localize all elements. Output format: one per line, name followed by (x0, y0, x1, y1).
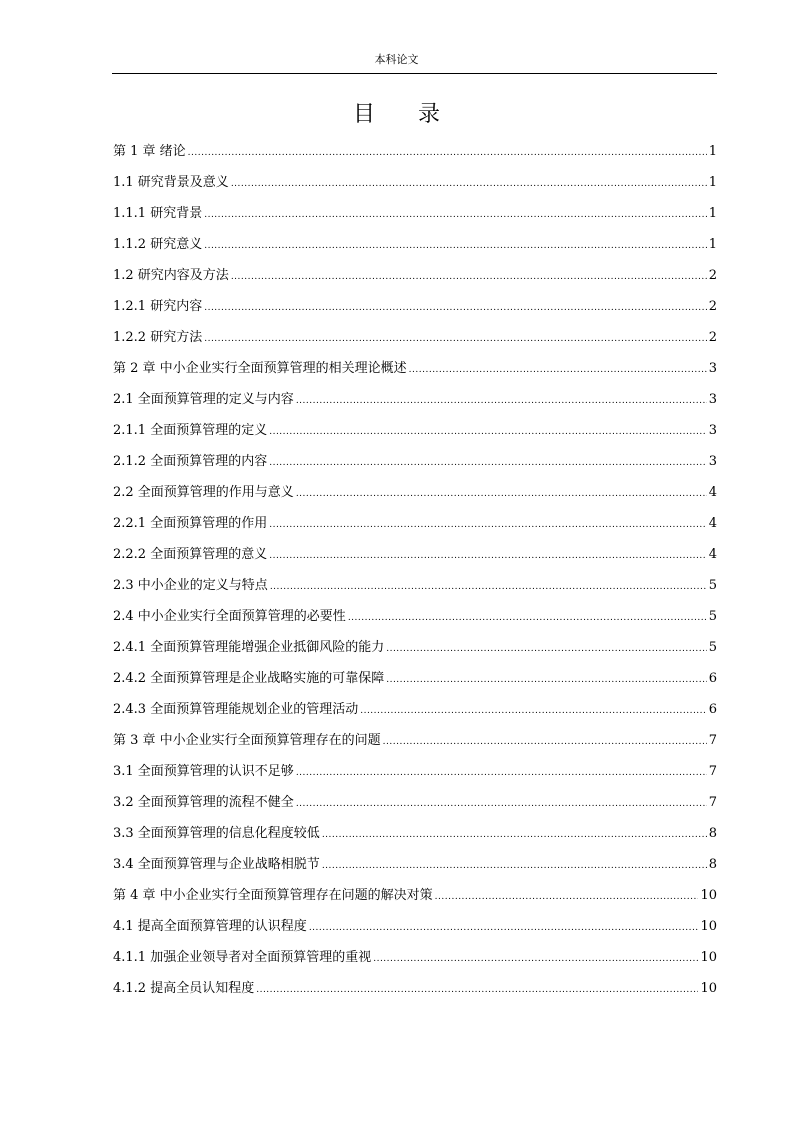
toc-entry[interactable] (113, 701, 717, 732)
toc-entry-page-number: 7 (708, 795, 717, 810)
toc-dot-leader (256, 981, 698, 999)
toc-entry-title: 第 3 章 中小企业实行全面预算管理存在的问题 (113, 733, 381, 748)
toc-dot-leader (348, 609, 707, 627)
toc-entry[interactable] (113, 205, 717, 236)
toc-entry[interactable] (113, 329, 717, 360)
toc-entry-title: 3.4 全面预算管理与企业战略相脱节 (113, 857, 320, 872)
toc-entry[interactable] (113, 856, 717, 887)
toc-entry[interactable] (113, 422, 717, 453)
toc-dot-leader (373, 950, 698, 968)
toc-entry-title: 2.4.1 全面预算管理能增强企业抵御风险的能力 (113, 640, 385, 655)
toc-entry-title: 2.4.3 全面预算管理能规划企业的管理活动 (113, 702, 359, 717)
toc-entry-page-number: 7 (708, 764, 717, 779)
toc-entry-title: 2.1 全面预算管理的定义与内容 (113, 392, 294, 407)
toc-dot-leader (269, 547, 707, 565)
toc-dot-leader (204, 299, 707, 317)
toc-entry-page-number: 5 (708, 578, 717, 593)
toc-entry[interactable] (113, 298, 717, 329)
toc-entry-page-number: 10 (700, 919, 717, 934)
toc-dot-leader (309, 919, 699, 937)
toc-entry-page-number: 7 (708, 733, 717, 748)
toc-entry-title: 2.2.1 全面预算管理的作用 (113, 516, 268, 531)
toc-dot-leader (231, 268, 707, 286)
toc-entry-page-number: 1 (708, 144, 717, 159)
toc-entry[interactable] (113, 949, 717, 980)
toc-entry[interactable] (113, 608, 717, 639)
toc-entry-page-number: 8 (708, 826, 717, 841)
toc-entry-page-number: 5 (708, 609, 717, 624)
toc-dot-leader (435, 888, 699, 906)
header-rule (112, 73, 717, 74)
toc-entry-title: 第 4 章 中小企业实行全面预算管理存在问题的解决对策 (113, 888, 433, 903)
toc-dot-leader (409, 361, 707, 379)
toc-dot-leader (296, 485, 707, 503)
toc-entry-title: 第 2 章 中小企业实行全面预算管理的相关理论概述 (113, 361, 407, 376)
toc-dot-leader (296, 392, 707, 410)
toc-entry[interactable] (113, 143, 717, 174)
toc-entry-title: 4.1 提高全面预算管理的认识程度 (113, 919, 307, 934)
toc-entry-title: 4.1.2 提高全员认知程度 (113, 981, 255, 996)
toc-entry[interactable] (113, 453, 717, 484)
toc-entry-page-number: 2 (708, 330, 717, 345)
toc-entry-page-number: 8 (708, 857, 717, 872)
toc-entry-title: 4.1.1 加强企业领导者对全面预算管理的重视 (113, 950, 372, 965)
toc-entry-title: 1.1.2 研究意义 (113, 237, 203, 252)
toc-entry-page-number: 3 (708, 423, 717, 438)
toc-dot-leader (296, 764, 707, 782)
toc-entry-page-number: 4 (708, 516, 717, 531)
toc-entry-title: 3.1 全面预算管理的认识不足够 (113, 764, 294, 779)
toc-dot-leader (188, 144, 707, 162)
toc-dot-leader (383, 733, 707, 751)
toc-entry[interactable] (113, 174, 717, 205)
toc-dot-leader (322, 826, 707, 844)
toc-entry[interactable] (113, 763, 717, 794)
toc-entry-page-number: 6 (708, 671, 717, 686)
toc-dot-leader (360, 702, 707, 720)
toc-list (113, 143, 717, 1011)
toc-entry-page-number: 1 (708, 237, 717, 252)
toc-entry-title: 1.1 研究背景及意义 (113, 175, 229, 190)
toc-entry-title: 2.2.2 全面预算管理的意义 (113, 547, 268, 562)
toc-entry[interactable] (113, 484, 717, 515)
toc-entry-title: 1.2 研究内容及方法 (113, 268, 229, 283)
toc-entry-title: 1.1.1 研究背景 (113, 206, 203, 221)
toc-dot-leader (231, 175, 707, 193)
toc-entry-title: 2.1.1 全面预算管理的定义 (113, 423, 268, 438)
toc-entry-title: 2.4.2 全面预算管理是企业战略实施的可靠保障 (113, 671, 385, 686)
toc-entry-title: 3.3 全面预算管理的信息化程度较低 (113, 826, 320, 841)
toc-dot-leader (269, 516, 707, 534)
toc-entry[interactable] (113, 732, 717, 763)
toc-dot-leader (269, 454, 707, 472)
toc-entry-title: 2.3 中小企业的定义与特点 (113, 578, 268, 593)
toc-dot-leader (386, 671, 707, 689)
toc-entry[interactable] (113, 670, 717, 701)
toc-entry-page-number: 1 (708, 206, 717, 221)
toc-entry[interactable] (113, 639, 717, 670)
toc-entry[interactable] (113, 515, 717, 546)
toc-entry[interactable] (113, 236, 717, 267)
toc-dot-leader (270, 578, 707, 596)
toc-entry[interactable] (113, 887, 717, 918)
toc-entry[interactable] (113, 577, 717, 608)
toc-entry[interactable] (113, 918, 717, 949)
toc-entry-page-number: 10 (700, 950, 717, 965)
toc-title: 目 录 (353, 102, 458, 127)
toc-entry-title: 1.2.2 研究方法 (113, 330, 203, 345)
toc-dot-leader (322, 857, 707, 875)
toc-entry-page-number: 4 (708, 547, 717, 562)
toc-entry[interactable] (113, 360, 717, 391)
toc-entry[interactable] (113, 825, 717, 856)
toc-entry-page-number: 2 (708, 268, 717, 283)
toc-entry-title: 2.4 中小企业实行全面预算管理的必要性 (113, 609, 346, 624)
toc-entry-page-number: 6 (708, 702, 717, 717)
toc-entry-page-number: 2 (708, 299, 717, 314)
toc-entry-page-number: 5 (708, 640, 717, 655)
toc-entry-page-number: 3 (708, 392, 717, 407)
toc-entry-page-number: 1 (708, 175, 717, 190)
toc-dot-leader (269, 423, 707, 441)
toc-entry-page-number: 10 (700, 888, 717, 903)
toc-entry[interactable] (113, 794, 717, 825)
toc-dot-leader (204, 237, 707, 255)
toc-entry-title: 3.2 全面预算管理的流程不健全 (113, 795, 294, 810)
toc-entry-page-number: 3 (708, 454, 717, 469)
running-header: 本科论文 (374, 53, 419, 66)
toc-entry[interactable] (113, 546, 717, 577)
toc-dot-leader (204, 206, 707, 224)
toc-entry-title: 1.2.1 研究内容 (113, 299, 203, 314)
toc-dot-leader (386, 640, 707, 658)
toc-dot-leader (204, 330, 707, 348)
toc-entry-title: 2.2 全面预算管理的作用与意义 (113, 485, 294, 500)
toc-entry[interactable] (113, 980, 717, 1011)
toc-entry-page-number: 10 (700, 981, 717, 996)
toc-entry-title: 第 1 章 绪论 (113, 144, 186, 159)
toc-entry-page-number: 4 (708, 485, 717, 500)
toc-entry[interactable] (113, 391, 717, 422)
toc-dot-leader (296, 795, 707, 813)
toc-entry-title: 2.1.2 全面预算管理的内容 (113, 454, 268, 469)
toc-entry[interactable] (113, 267, 717, 298)
toc-entry-page-number: 3 (708, 361, 717, 376)
